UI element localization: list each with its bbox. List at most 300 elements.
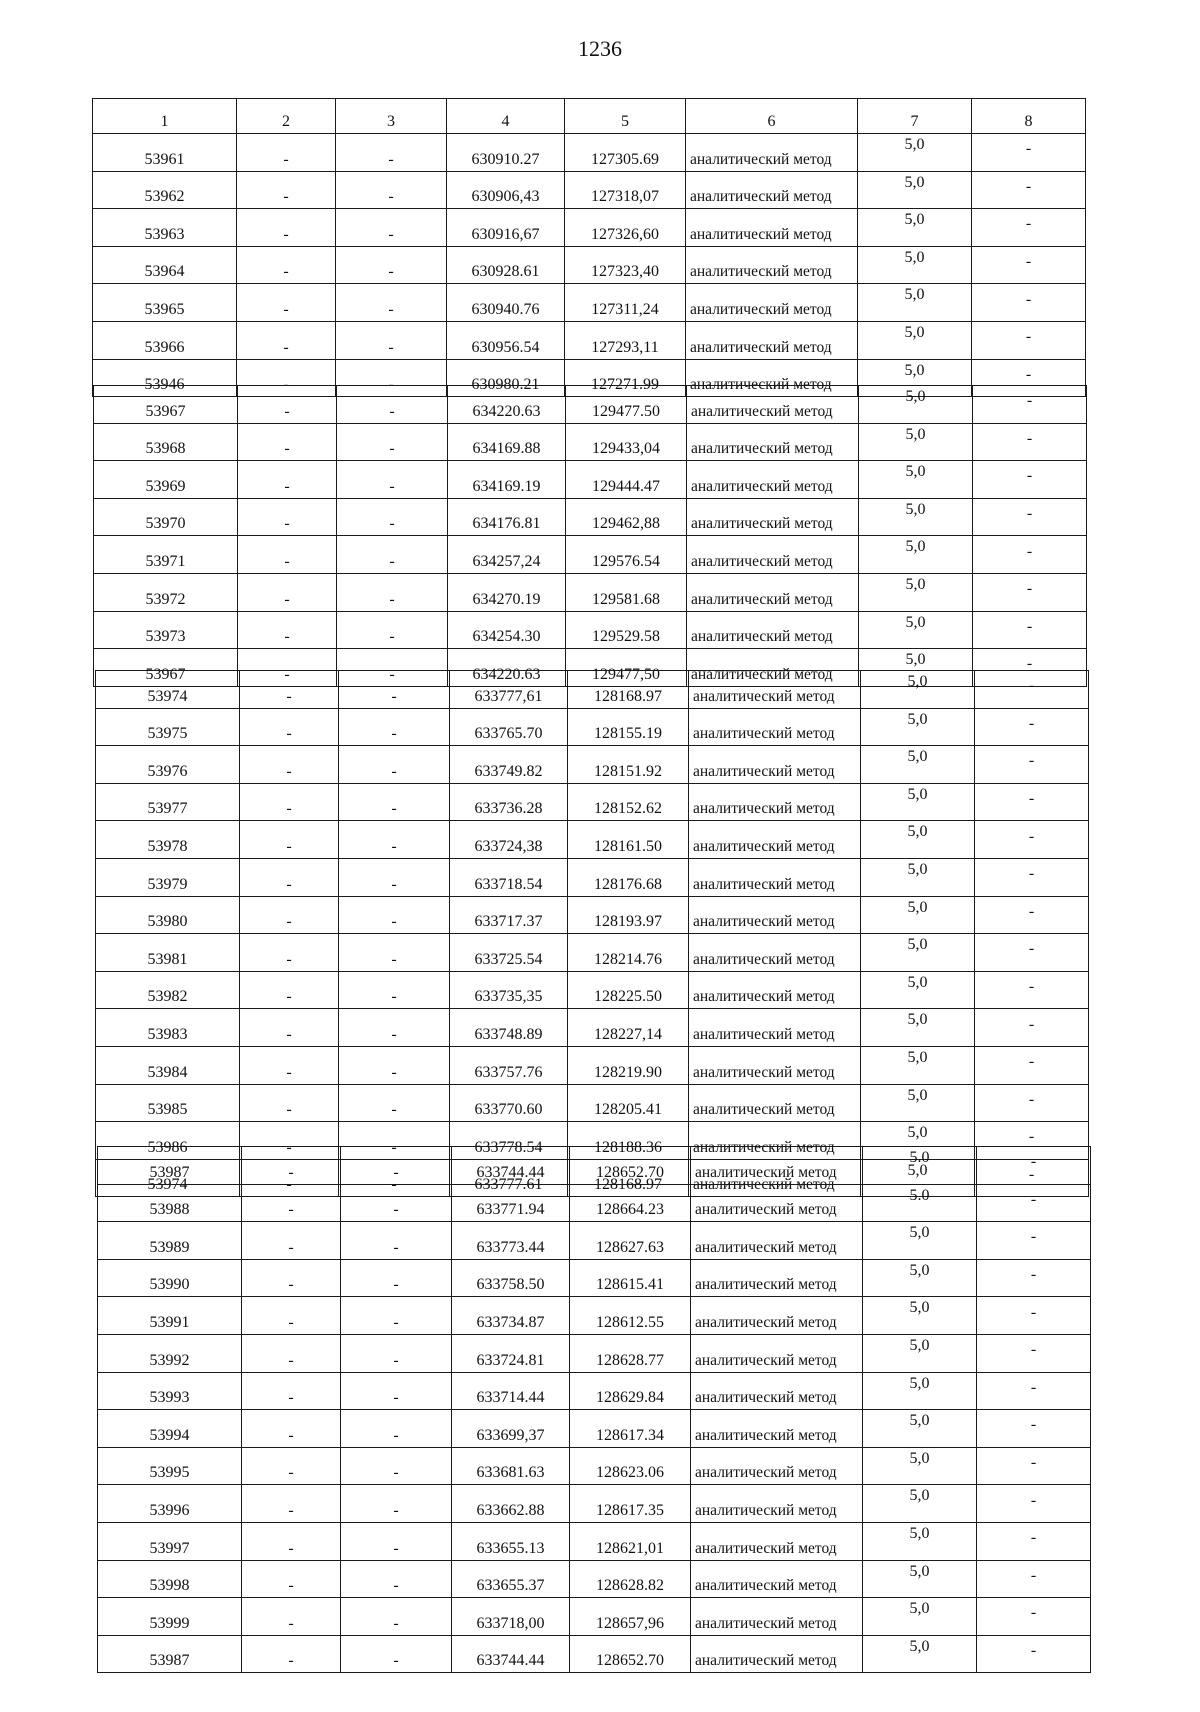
- x-coordinate-cell: 634270.19: [448, 573, 566, 611]
- coordinate-table-block-2: [93, 385, 1087, 687]
- col2-cell: -: [242, 1635, 341, 1673]
- y-coordinate-cell: 128227,14: [568, 1009, 689, 1047]
- table-row: [96, 821, 1089, 859]
- col3-cell: -: [339, 1046, 450, 1084]
- point-number-cell: 53991: [98, 1297, 242, 1335]
- x-coordinate-cell: 634257,24: [448, 536, 566, 574]
- col8-cell: -: [975, 934, 1089, 972]
- table-row: [93, 321, 1086, 359]
- col3-cell: -: [339, 1009, 450, 1047]
- y-coordinate-cell: 129477.50: [566, 386, 687, 424]
- y-coordinate-cell: 127311,24: [565, 284, 686, 322]
- accuracy-cell: 5,0: [863, 1297, 977, 1335]
- table-row: [98, 1410, 1091, 1448]
- col2-cell: -: [242, 1259, 341, 1297]
- y-coordinate-cell: 127271.99: [565, 359, 686, 397]
- col3-cell: -: [337, 461, 448, 499]
- col2-cell: -: [240, 708, 339, 746]
- method-cell: аналитический метод: [687, 536, 859, 574]
- table-row: [94, 498, 1087, 536]
- method-cell: аналитический метод: [691, 1635, 863, 1673]
- method-cell: аналитический метод: [691, 1560, 863, 1598]
- point-number-cell: 53984: [96, 1046, 240, 1084]
- column-header: 3: [336, 99, 447, 134]
- point-number-cell: 53994: [98, 1410, 242, 1448]
- accuracy-cell: 5.0: [863, 1147, 977, 1185]
- method-cell: аналитический метод: [686, 209, 858, 247]
- col3-cell: -: [341, 1560, 452, 1598]
- table-row: [93, 209, 1086, 247]
- x-coordinate-cell: 633681.63: [452, 1447, 570, 1485]
- point-number-cell: 53993: [98, 1372, 242, 1410]
- method-cell: аналитический метод: [689, 1159, 861, 1197]
- y-coordinate-cell: 128621,01: [570, 1522, 691, 1560]
- y-coordinate-cell: 128617.35: [570, 1485, 691, 1523]
- table-row: [96, 1046, 1089, 1084]
- method-cell: аналитический метод: [691, 1598, 863, 1636]
- x-coordinate-cell: 633724.81: [452, 1334, 570, 1372]
- col3-cell: -: [337, 573, 448, 611]
- col8-cell: -: [977, 1447, 1091, 1485]
- y-coordinate-cell: 128612.55: [570, 1297, 691, 1335]
- col8-cell: -: [977, 1598, 1091, 1636]
- y-coordinate-cell: 129576.54: [566, 536, 687, 574]
- col8-cell: -: [977, 1297, 1091, 1335]
- col8-cell: -: [972, 209, 1086, 247]
- column-header-table: [92, 98, 1086, 134]
- y-coordinate-cell: 128168.97: [568, 1159, 689, 1197]
- col2-cell: -: [240, 746, 339, 784]
- point-number-cell: 53965: [93, 284, 237, 322]
- column-header-row: [93, 99, 1086, 134]
- table-row: [98, 1485, 1091, 1523]
- x-coordinate-cell: 633777,61: [450, 671, 568, 709]
- col8-cell: -: [977, 1522, 1091, 1560]
- col8-cell: -: [975, 1084, 1089, 1122]
- x-coordinate-cell: 633748.89: [450, 1009, 568, 1047]
- point-number-cell: 53988: [98, 1184, 242, 1222]
- accuracy-cell: 5,0: [859, 386, 973, 424]
- col2-cell: -: [240, 896, 339, 934]
- method-cell: аналитический метод: [691, 1372, 863, 1410]
- y-coordinate-cell: 128225.50: [568, 971, 689, 1009]
- col3-cell: -: [339, 821, 450, 859]
- col2-cell: -: [240, 971, 339, 1009]
- accuracy-cell: 5,0: [861, 896, 975, 934]
- accuracy-cell: 5,0: [863, 1410, 977, 1448]
- table-row: [93, 284, 1086, 322]
- col3-cell: -: [336, 359, 447, 397]
- table-row: [96, 858, 1089, 896]
- col3-cell: -: [339, 1122, 450, 1160]
- x-coordinate-cell: 633735,35: [450, 971, 568, 1009]
- table-row: [93, 134, 1086, 172]
- accuracy-cell: 5,0: [861, 934, 975, 972]
- accuracy-cell: 5,0: [863, 1560, 977, 1598]
- table-row: [96, 708, 1089, 746]
- point-number-cell: 53967: [94, 386, 238, 424]
- col8-cell: -: [975, 708, 1089, 746]
- accuracy-cell: 5,0: [863, 1522, 977, 1560]
- accuracy-cell: 5,0: [861, 1122, 975, 1160]
- x-coordinate-cell: 633718.54: [450, 858, 568, 896]
- col8-cell: -: [973, 498, 1087, 536]
- accuracy-cell: 5,0: [863, 1598, 977, 1636]
- col2-cell: -: [237, 359, 336, 397]
- col2-cell: -: [238, 536, 337, 574]
- y-coordinate-cell: 128155.19: [568, 708, 689, 746]
- method-cell: аналитический метод: [689, 896, 861, 934]
- method-cell: аналитический метод: [689, 1046, 861, 1084]
- x-coordinate-cell: 633757.76: [450, 1046, 568, 1084]
- col3-cell: -: [337, 611, 448, 649]
- table-row: [96, 1009, 1089, 1047]
- method-cell: аналитический метод: [686, 321, 858, 359]
- y-coordinate-cell: 127293,11: [565, 321, 686, 359]
- col2-cell: -: [240, 671, 339, 709]
- y-coordinate-cell: 128214.76: [568, 934, 689, 972]
- col8-cell: -: [973, 386, 1087, 424]
- point-number-cell: 53982: [96, 971, 240, 1009]
- table-row: [96, 783, 1089, 821]
- table-row: [94, 611, 1087, 649]
- point-number-cell: 53961: [93, 134, 237, 172]
- point-number-cell: 53964: [93, 246, 237, 284]
- col3-cell: -: [336, 284, 447, 322]
- point-number-cell: 53946: [93, 359, 237, 397]
- col8-cell: -: [977, 1372, 1091, 1410]
- method-cell: аналитический метод: [686, 246, 858, 284]
- method-cell: аналитический метод: [687, 611, 859, 649]
- col8-cell: -: [973, 423, 1087, 461]
- col2-cell: -: [240, 821, 339, 859]
- y-coordinate-cell: 128627.63: [570, 1222, 691, 1260]
- col8-cell: -: [972, 246, 1086, 284]
- point-number-cell: 53968: [94, 423, 238, 461]
- point-number-cell: 53985: [96, 1084, 240, 1122]
- y-coordinate-cell: 129477,50: [566, 649, 687, 687]
- col2-cell: -: [242, 1372, 341, 1410]
- y-coordinate-cell: 128193.97: [568, 896, 689, 934]
- point-number-cell: 53971: [94, 536, 238, 574]
- y-coordinate-cell: 128219.90: [568, 1046, 689, 1084]
- col3-cell: -: [341, 1222, 452, 1260]
- x-coordinate-cell: 634220.63: [448, 649, 566, 687]
- accuracy-cell: 5,0: [858, 359, 972, 397]
- accuracy-cell: 5,0: [859, 573, 973, 611]
- col2-cell: -: [237, 246, 336, 284]
- accuracy-cell: 5,0: [861, 1084, 975, 1122]
- method-cell: аналитический метод: [689, 708, 861, 746]
- table-row: [98, 1447, 1091, 1485]
- col8-cell: -: [975, 1046, 1089, 1084]
- x-coordinate-cell: 633749.82: [450, 746, 568, 784]
- accuracy-cell: 5,0: [859, 649, 973, 687]
- table-row: [98, 1522, 1091, 1560]
- x-coordinate-cell: 633778.54: [450, 1122, 568, 1160]
- y-coordinate-cell: 129529.58: [566, 611, 687, 649]
- table-row: [96, 896, 1089, 934]
- method-cell: аналитический метод: [686, 134, 858, 172]
- col2-cell: -: [240, 858, 339, 896]
- x-coordinate-cell: 634254.30: [448, 611, 566, 649]
- col2-cell: -: [238, 573, 337, 611]
- point-number-cell: 53983: [96, 1009, 240, 1047]
- accuracy-cell: 5,0: [861, 1159, 975, 1197]
- col2-cell: -: [242, 1522, 341, 1560]
- x-coordinate-cell: 630980.21: [447, 359, 565, 397]
- col3-cell: -: [341, 1334, 452, 1372]
- col2-cell: -: [240, 934, 339, 972]
- col8-cell: -: [975, 858, 1089, 896]
- col2-cell: -: [240, 1009, 339, 1047]
- col2-cell: -: [242, 1147, 341, 1185]
- x-coordinate-cell: 633744.44: [452, 1147, 570, 1185]
- x-coordinate-cell: 634176.81: [448, 498, 566, 536]
- col3-cell: -: [341, 1372, 452, 1410]
- accuracy-cell: 5,0: [861, 783, 975, 821]
- y-coordinate-cell: 128168.97: [568, 671, 689, 709]
- col2-cell: -: [237, 134, 336, 172]
- point-number-cell: 53987: [98, 1635, 242, 1673]
- y-coordinate-cell: 128151.92: [568, 746, 689, 784]
- column-header: 4: [447, 99, 565, 134]
- accuracy-cell: 5,0: [859, 498, 973, 536]
- col3-cell: -: [341, 1522, 452, 1560]
- method-cell: аналитический метод: [691, 1184, 863, 1222]
- accuracy-cell: 5,0: [861, 746, 975, 784]
- column-header: 5: [565, 99, 686, 134]
- col8-cell: -: [977, 1222, 1091, 1260]
- col2-cell: -: [237, 171, 336, 209]
- col2-cell: -: [242, 1485, 341, 1523]
- col2-cell: -: [242, 1297, 341, 1335]
- point-number-cell: 53997: [98, 1522, 242, 1560]
- y-coordinate-cell: 128205.41: [568, 1084, 689, 1122]
- method-cell: аналитический метод: [687, 498, 859, 536]
- method-cell: аналитический метод: [691, 1522, 863, 1560]
- col2-cell: -: [240, 1159, 339, 1197]
- method-cell: аналитический метод: [689, 934, 861, 972]
- x-coordinate-cell: 633717.37: [450, 896, 568, 934]
- x-coordinate-cell: 633655.13: [452, 1522, 570, 1560]
- point-number-cell: 53972: [94, 573, 238, 611]
- col2-cell: -: [242, 1447, 341, 1485]
- accuracy-cell: 5.0: [863, 1184, 977, 1222]
- method-cell: аналитический метод: [691, 1259, 863, 1297]
- y-coordinate-cell: 128628.77: [570, 1334, 691, 1372]
- table-row: [98, 1297, 1091, 1335]
- col3-cell: -: [336, 134, 447, 172]
- table-row: [93, 171, 1086, 209]
- col8-cell: -: [972, 134, 1086, 172]
- table-row: [96, 1084, 1089, 1122]
- col8-cell: -: [977, 1184, 1091, 1222]
- y-coordinate-cell: 129462,88: [566, 498, 687, 536]
- col8-cell: -: [977, 1410, 1091, 1448]
- y-coordinate-cell: 128152.62: [568, 783, 689, 821]
- point-number-cell: 53987: [98, 1147, 242, 1185]
- col3-cell: -: [341, 1147, 452, 1185]
- table-row: [94, 423, 1087, 461]
- accuracy-cell: 5,0: [861, 1046, 975, 1084]
- x-coordinate-cell: 634220.63: [448, 386, 566, 424]
- col3-cell: -: [339, 971, 450, 1009]
- method-cell: аналитический метод: [691, 1297, 863, 1335]
- col2-cell: -: [242, 1598, 341, 1636]
- col8-cell: -: [972, 359, 1086, 397]
- col2-cell: -: [240, 1122, 339, 1160]
- point-number-cell: 53989: [98, 1222, 242, 1260]
- x-coordinate-cell: 633655.37: [452, 1560, 570, 1598]
- method-cell: аналитический метод: [686, 284, 858, 322]
- point-number-cell: 53977: [96, 783, 240, 821]
- x-coordinate-cell: 630940.76: [447, 284, 565, 322]
- point-number-cell: 53975: [96, 708, 240, 746]
- accuracy-cell: 5,0: [861, 821, 975, 859]
- col3-cell: -: [339, 858, 450, 896]
- col3-cell: -: [341, 1485, 452, 1523]
- col2-cell: -: [240, 783, 339, 821]
- table-row: [94, 386, 1087, 424]
- accuracy-cell: 5,0: [861, 858, 975, 896]
- y-coordinate-cell: 129444.47: [566, 461, 687, 499]
- col8-cell: -: [977, 1147, 1091, 1185]
- x-coordinate-cell: 633736.28: [450, 783, 568, 821]
- y-coordinate-cell: 129581.68: [566, 573, 687, 611]
- col3-cell: -: [337, 649, 448, 687]
- point-number-cell: 53976: [96, 746, 240, 784]
- table-row: [96, 671, 1089, 709]
- y-coordinate-cell: 128176.68: [568, 858, 689, 896]
- x-coordinate-cell: 633714.44: [452, 1372, 570, 1410]
- accuracy-cell: 5,0: [863, 1334, 977, 1372]
- col8-cell: -: [977, 1334, 1091, 1372]
- point-number-cell: 53970: [94, 498, 238, 536]
- page-number: 1236: [578, 36, 622, 61]
- x-coordinate-cell: 630956.54: [447, 321, 565, 359]
- point-number-cell: 53963: [93, 209, 237, 247]
- table-row: [93, 246, 1086, 284]
- col3-cell: -: [339, 1159, 450, 1197]
- y-coordinate-cell: 128623.06: [570, 1447, 691, 1485]
- col8-cell: -: [973, 536, 1087, 574]
- x-coordinate-cell: 633724,38: [450, 821, 568, 859]
- y-coordinate-cell: 128615.41: [570, 1259, 691, 1297]
- col3-cell: -: [339, 1084, 450, 1122]
- col8-cell: -: [972, 284, 1086, 322]
- table-row: [98, 1560, 1091, 1598]
- accuracy-cell: 5,0: [863, 1447, 977, 1485]
- table-row: [98, 1372, 1091, 1410]
- col8-cell: -: [975, 971, 1089, 1009]
- point-number-cell: 53979: [96, 858, 240, 896]
- col8-cell: -: [975, 746, 1089, 784]
- x-coordinate-cell: 633765.70: [450, 708, 568, 746]
- col2-cell: -: [237, 209, 336, 247]
- accuracy-cell: 5,0: [859, 536, 973, 574]
- accuracy-cell: 5,0: [861, 671, 975, 709]
- table-row: [96, 934, 1089, 972]
- x-coordinate-cell: 633773.44: [452, 1222, 570, 1260]
- method-cell: аналитический метод: [686, 359, 858, 397]
- column-header: 1: [93, 99, 237, 134]
- col2-cell: -: [238, 498, 337, 536]
- y-coordinate-cell: 127318,07: [565, 171, 686, 209]
- x-coordinate-cell: 633777.61: [450, 1159, 568, 1197]
- col8-cell: -: [973, 461, 1087, 499]
- col2-cell: -: [238, 611, 337, 649]
- method-cell: аналитический метод: [689, 1009, 861, 1047]
- accuracy-cell: 5,0: [863, 1635, 977, 1673]
- point-number-cell: 53996: [98, 1485, 242, 1523]
- point-number-cell: 53978: [96, 821, 240, 859]
- col2-cell: -: [242, 1184, 341, 1222]
- col3-cell: -: [336, 171, 447, 209]
- table-row: [98, 1184, 1091, 1222]
- col3-cell: -: [337, 536, 448, 574]
- col2-cell: -: [242, 1410, 341, 1448]
- table-row: [98, 1598, 1091, 1636]
- col8-cell: -: [975, 1009, 1089, 1047]
- table-row: [98, 1147, 1091, 1185]
- col2-cell: -: [238, 461, 337, 499]
- y-coordinate-cell: 128657,96: [570, 1598, 691, 1636]
- table-row: [98, 1222, 1091, 1260]
- accuracy-cell: 5,0: [863, 1372, 977, 1410]
- y-coordinate-cell: 128161.50: [568, 821, 689, 859]
- y-coordinate-cell: 128652.70: [570, 1635, 691, 1673]
- table-row: [96, 971, 1089, 1009]
- col8-cell: -: [975, 821, 1089, 859]
- col8-cell: -: [977, 1635, 1091, 1673]
- col2-cell: -: [237, 284, 336, 322]
- x-coordinate-cell: 630906,43: [447, 171, 565, 209]
- x-coordinate-cell: 633770.60: [450, 1084, 568, 1122]
- col8-cell: -: [973, 573, 1087, 611]
- point-number-cell: 53998: [98, 1560, 242, 1598]
- method-cell: аналитический метод: [689, 746, 861, 784]
- col3-cell: -: [341, 1259, 452, 1297]
- column-header: 2: [237, 99, 336, 134]
- accuracy-cell: 5,0: [863, 1485, 977, 1523]
- table-row: [98, 1334, 1091, 1372]
- point-number-cell: 53992: [98, 1334, 242, 1372]
- method-cell: аналитический метод: [689, 821, 861, 859]
- method-cell: аналитический метод: [687, 649, 859, 687]
- point-number-cell: 53974: [96, 1159, 240, 1197]
- y-coordinate-cell: 128629.84: [570, 1372, 691, 1410]
- coordinate-table-block-3: [95, 670, 1089, 1197]
- col2-cell: -: [242, 1222, 341, 1260]
- col3-cell: -: [341, 1410, 452, 1448]
- col3-cell: -: [339, 708, 450, 746]
- col8-cell: -: [975, 671, 1089, 709]
- x-coordinate-cell: 633734.87: [452, 1297, 570, 1335]
- y-coordinate-cell: 129433,04: [566, 423, 687, 461]
- col8-cell: -: [973, 649, 1087, 687]
- point-number-cell: 53980: [96, 896, 240, 934]
- method-cell: аналитический метод: [687, 461, 859, 499]
- col8-cell: -: [973, 611, 1087, 649]
- y-coordinate-cell: 128652.70: [570, 1147, 691, 1185]
- method-cell: аналитический метод: [691, 1147, 863, 1185]
- col8-cell: -: [977, 1259, 1091, 1297]
- col3-cell: -: [336, 246, 447, 284]
- x-coordinate-cell: 633699,37: [452, 1410, 570, 1448]
- accuracy-cell: 5,0: [858, 134, 972, 172]
- method-cell: аналитический метод: [691, 1485, 863, 1523]
